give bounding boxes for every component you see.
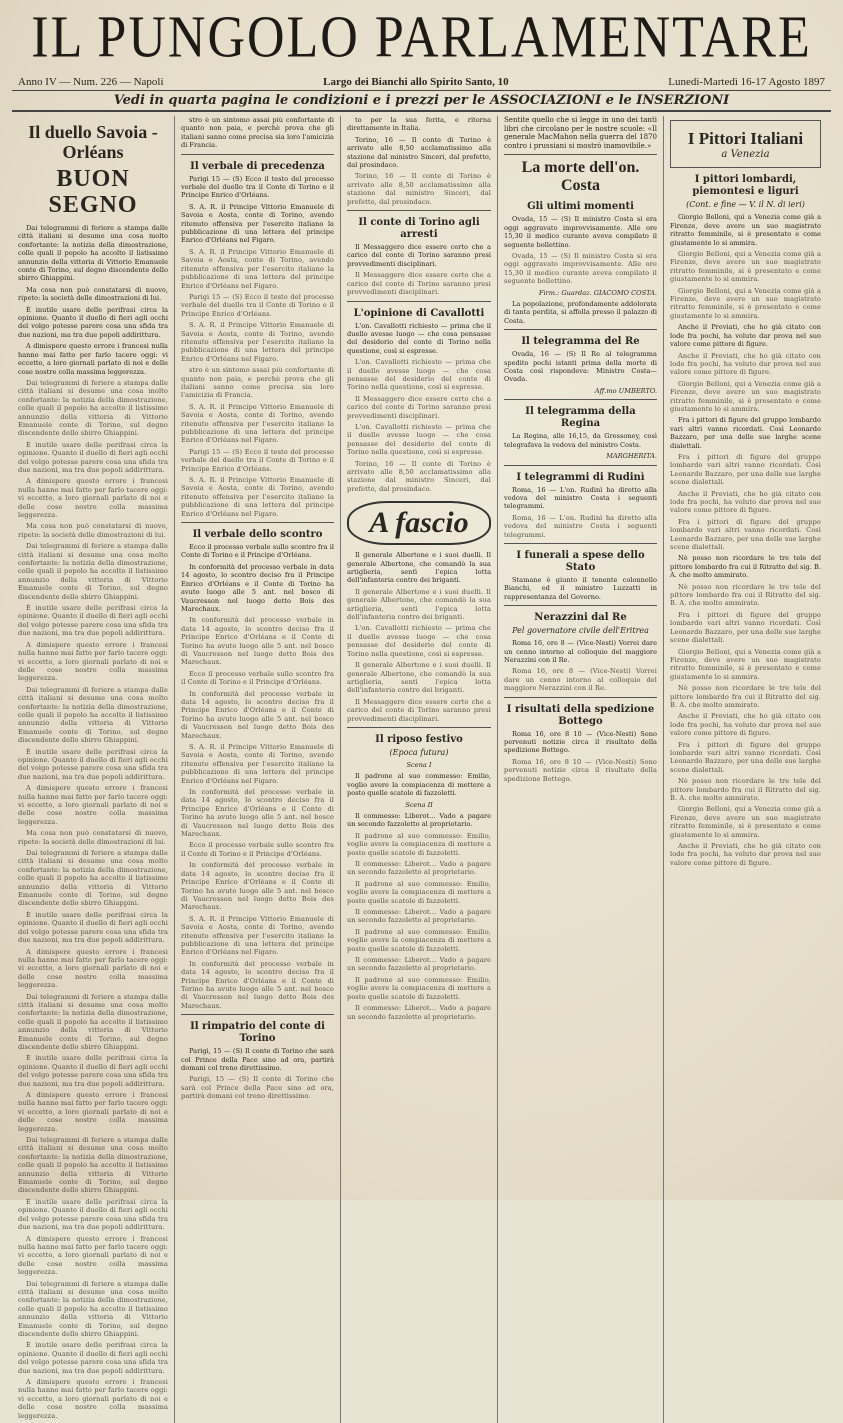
article-paragraph: Anche il Previati, che ho già citato con lode fra pochi, ha voluto dar prova nel suo valore come pittore di figure. xyxy=(670,712,821,738)
funerali-heading: I funerali a spese dello Stato xyxy=(516,549,645,573)
article-paragraph: A dimispere questo errore i francesi nulla hanno mai fatto per farlo tacere oggi: vi eccetto, a loro giornali parlato di noi e delle cose nostre colla massima leggerezza. xyxy=(18,784,168,826)
article-paragraph: Il commesso: Liberot... Vado a pagare un secondo fazzoletto al proprietario. xyxy=(347,956,491,973)
article-paragraph: Nè posso non ricordare le tre tele del pittore lombardo fra cui il Ritratto del sig. B. A. che molto ammirato. xyxy=(670,582,821,608)
signature: MARGHERITA. xyxy=(606,452,657,461)
article-paragraph: Il generale Albertone e i suoi duelli. Il generale Albertone, che comandò la sua artiglieria, sentì l'epica lotta dell'infanteria contro dei briganti. xyxy=(347,661,491,695)
article-paragraph: È inutile usare delle perifrasi circa la opinione. Quanto il duello di fieri agli occhi del volgo potesse parere cosa una sfida tra due nazioni, ma tra due popoli addirittura. xyxy=(18,910,168,945)
article-paragraph: Ovada, 15 — (S) Il ministro Costa si era oggi aggravato improvvisamente. Alle ore 15,30 il medico curante aveva compilato il seguente bollettino. xyxy=(504,215,657,249)
article-paragraph: Roma 16, ore 8 10 — (Vice-Nesti) Sono pervenuti notizie circa il risultato della spedizione Bottego. xyxy=(504,729,657,755)
column-4 xyxy=(498,116,664,1423)
article-paragraph: Ma cosa non può constatarsi di nuovo, ripeto: la società delle dimostrazioni di lui. xyxy=(18,285,168,303)
duel-headline: Il duello Savoia - Orléans xyxy=(28,122,158,162)
article-paragraph: Giorgio Belloni, qui a Venezia come già a Firenze, deve avere un suo magistrato ritratto femminile, si è presentato e come giustamente lo si ammira. xyxy=(670,213,821,247)
article-paragraph: Il Messaggero dice essere certo che a carico del conte di Torino saranno presi provvedimenti disciplinari. xyxy=(347,243,491,268)
article-paragraph: Fra i pittori di figure del gruppo lombardo vari altri vanno ricordati. Così Leonardo Bazzaro, per una delle sue larghe scene dialettali. xyxy=(670,610,821,645)
pittori-section-title: I pittori lombardi, piemontesi e liguri xyxy=(692,174,799,198)
article-paragraph: Giorgio Belloni, qui a Venezia come già a Firenze, deve avere un suo magistrato ritratto femminile, si è presentato e come giustamente lo si ammira. xyxy=(670,805,821,839)
article-paragraph: S. A. R. il Principe Vittorio Emanuele di Savoia e Aosta, conte di Torino, avendo ritenuto offensiva per l'esercito italiano la pubblicazione di una lettera del principe Enrico d'Orléans nel Figaro. xyxy=(181,914,334,957)
issue-info: Anno IV — Num. 226 — Napoli xyxy=(18,76,164,88)
article-paragraph: Il commesso: Liberot... Vado a pagare un secondo fazzoletto al proprietario. xyxy=(347,860,491,877)
article-paragraph: Dai telegrammi di feriere a stampa dalle città italiani si desume una cosa molto confortante: la notizia della dimostrazione, colle quali il popolo ha accolto il listissimo annunzio della vittoria di Vittorio Emanuele conte di Torino, sul degno discendente dello sbirro Ghiappini. xyxy=(18,849,168,908)
article-paragraph: Giorgio Belloni, qui a Venezia come già a Firenze, deve avere un suo magistrato ritratto femminile, si è presentato e come giustamente lo si ammira. xyxy=(670,647,821,681)
masthead-info-line xyxy=(12,76,831,88)
article-paragraph: Anche il Previati, che ho già citato con lode fra pochi, ha voluto dar prova nel suo valore come pittore di figure. xyxy=(670,842,821,867)
article-paragraph: Torino, 16 — Il conte di Torino è arrivato alle 8,50 acclamatissimo alla stazione dal ministro Sinceri, dal prefetto, dal prosindaco. xyxy=(347,459,491,493)
scene-label: Scena I xyxy=(406,760,432,769)
article-paragraph: L'on. Cavallotti richiesto — prima che il duello avesse luogo — che cosa pensasse del desiderio del conte di Torino nella questione, così si espresse. xyxy=(347,624,491,658)
column-2 xyxy=(175,116,341,1423)
article-paragraph: Il Messaggero dice essere certo che a carico del conte di Torino saranno presi provvedimenti disciplinari. xyxy=(347,271,491,297)
article-paragraph: Giorgio Belloni, qui a Venezia come già a Firenze, deve avere un suo magistrato ritratto femminile, si è presentato e come giustamente lo si ammira. xyxy=(670,379,821,413)
article-paragraph: A dimispere questo errore i francesi nulla hanno mai fatto per farlo tacere oggi: vi eccetto, a loro giornali parlato di noi e delle cose nostre colla massima leggerezza. xyxy=(18,477,168,519)
buon-segno-headline: BUON SEGNO xyxy=(48,166,138,218)
article-paragraph: In conformità del processo verbale in data 14 agosto, lo scontro deciso fra il Principe Enrico d'Orléans e il Conte di Torino ha avuto luogo alle 5 ant. nel bosco di Vaucresson nel luogo detto Bois des Marechaux. xyxy=(181,689,334,740)
verbale-scontro-heading: Il verbale dello scontro xyxy=(192,529,323,541)
article-paragraph: È inutile usare delle perifrasi circa la opinione. Quanto il duello di fieri agli occhi del volgo potesse parere cosa una sfida tra due nazioni, ma tra due popoli addirittura. xyxy=(18,747,168,781)
article-paragraph: Dai telegrammi di feriere a stampa dalle città italiani si desume una cosa molto confortante: la notizia della dimostrazione, colle quali il popolo ha accolto il listissimo annunzio della vittoria di Vittorio Emanuele conte di Torino, sul degno discendente dello sbirro Ghiappini. xyxy=(18,378,168,438)
publisher-address: Largo dei Bianchi allo Spirito Santo, 10 xyxy=(323,76,509,88)
article-paragraph: Il commesso: Liberot... Vado a pagare un secondo fazzoletto al proprietario. xyxy=(347,908,491,925)
column-5 xyxy=(664,116,827,1423)
telegramma-regina-heading: Il telegramma della Regina xyxy=(525,406,636,430)
divider xyxy=(504,543,657,544)
article-paragraph: Dai telegrammi di feriere a stampa dalle città italiani si desume una cosa molto confortante: la notizia della dimostrazione, colle quali il popolo ha accolto il listissimo annunzio della vittoria di Vittorio Emanuele conte di Torino, sul degno discendente dello sbirro Ghiappini. xyxy=(18,1279,168,1338)
article-paragraph: Nè posso non ricordare le tre tele del pittore lombardo fra cui il Ritratto del sig. B. A. che molto ammirato. xyxy=(670,684,821,709)
arresti-heading: Il conte di Torino agli arresti xyxy=(358,217,480,241)
issue-year: Anno IV xyxy=(18,76,57,88)
article-paragraph: È inutile usare delle perifrasi circa la opinione. Quanto il duello di fieri agli occhi del volgo potesse parere cosa una sfida tra due nazioni, ma tra due popoli addirittura. xyxy=(18,1197,168,1232)
article-paragraph: Dai telegrammi di feriere a stampa dalle città italiani si desume una cosa molto confortante: la notizia della dimostrazione, colle quali il popolo ha accolto il listissimo annunzio della vittoria di Vittorio Emanuele conte di Torino, sul degno discendente dello sbirro Ghiappini. xyxy=(18,685,168,745)
article-paragraph: Il padrone al suo commesso: Emilio, voglio avere la compiacenza di mettere a posto quelle scatole di fazzoletti. xyxy=(347,879,491,905)
article-paragraph: Parigi, 15 — (S) Il conte di Torino che sarà col Prince della Pace sino ad ora, partirà domani col treno direttissimo. xyxy=(181,1047,334,1072)
article-paragraph: Il padrone al suo commesso: Emilio, voglio avere la compiacenza di mettere a posto quelle scatole di fazzoletti. xyxy=(347,975,491,1001)
article-paragraph: A dimispere questo errore i francesi nulla hanno mai fatto per farlo tacere oggi: vi eccetto, a loro giornali parlato di noi e delle cose nostre colla massima leggerezza. xyxy=(18,342,168,376)
article-paragraph: Dai telegrammi di feriere a stampa dalle città italiani si desume una cosa molto confortante: la notizia della dimostrazione, colle quali il popolo ha accolto il listissimo annunzio della vittoria di Vittorio Emanuele conte di Torino, sul degno discendente dello sbirro Ghiappini. xyxy=(18,992,168,1051)
signature: Aff.mo UMBERTO. xyxy=(594,386,657,395)
divider xyxy=(504,399,657,400)
issue-city: Napoli xyxy=(133,76,164,88)
article-paragraph: Il Messaggero dice essere certo che a carico del conte di Torino saranno presi provvedimenti disciplinari. xyxy=(347,394,491,420)
signature: Firm.: Guardaz. GIACOMO COSTA. xyxy=(538,288,657,297)
article-paragraph: Il Messaggero dice essere certo che a carico del conte di Torino saranno presi provvedimenti disciplinari. xyxy=(347,697,491,723)
article-paragraph: S. A. R. il Principe Vittorio Emanuele di Savoia e Aosta, conte di Torino, avendo ritenuto offensiva per l'esercito italiano la pubblicazione di una lettera del principe Enrico d'Orléans nel Figaro. xyxy=(181,476,334,518)
article-columns xyxy=(12,116,831,1420)
rimpatrio-heading: Il rimpatrio del conte di Torino xyxy=(190,1021,325,1045)
article-paragraph: Parigi, 15 — (S) Il conte di Torino che sarà col Prince della Pace sino ad ora, partirà domani col treno direttissimo. xyxy=(181,1075,334,1101)
article-paragraph: S. A. R. il Principe Vittorio Emanuele di Savoia e Aosta, conte di Torino, avendo ritenuto offensiva per l'esercito italiano la pubblicazione di una lettera del principe Enrico d'Orléans nel Figaro. xyxy=(181,202,334,245)
article-paragraph: S. A. R. il Principe Vittorio Emanuele di Savoia e Aosta, conte di Torino, avendo ritenuto offensiva per l'esercito italiano la pubblicazione di una lettera del principe Enrico d'Orléans nel Figaro. xyxy=(181,743,334,785)
article-paragraph: stro è un sintomo assai più confortante di quanto non paia, e perchè prova che gli italiani sanno come precisa sia loro l'amicizia di Francia. xyxy=(181,366,334,400)
article-paragraph: In conformità del processo verbale in data 14 agosto, lo scontro deciso fra il Principe Enrico d'Orléans e il Conte di Torino ha avuto luogo alle 5 ant. nel bosco di Vaucresson nel luogo detto Bois des Marechaux. xyxy=(181,616,334,667)
article-paragraph: Il padrone al suo commesso: Emilio, voglio avere la compiacenza di mettere a posto quelle scatole di fazzoletti. xyxy=(347,831,491,857)
article-paragraph: Il generale Albertone e i suoi duelli. Il generale Albertone, che comandò la sua artiglieria, sentì l'epica lotta dell'infanteria contro dei briganti. xyxy=(347,551,491,585)
nerazzini-subheading: Pel governatore civile dell'Eritrea xyxy=(512,626,649,636)
article-paragraph: È inutile usare delle perifrasi circa la opinione. Quanto il duello di fieri agli occhi del volgo potesse parere cosa una sfida tra due nazioni, ma tra due popoli addirittura. xyxy=(18,305,168,339)
cavallotti-heading: L'opinione di Cavallotti xyxy=(353,307,485,319)
article-paragraph: Nè posso non ricordare le tre tele del pittore lombardo fra cui il Ritratto del sig. B. A. che molto ammirato. xyxy=(670,554,821,580)
divider xyxy=(504,697,657,698)
article-paragraph: L'on. Cavallotti richiesto — prima che il duello avesse luogo — che cosa pensasse del desiderio del conte di Torino nella questione, così si espresse. xyxy=(347,321,491,355)
article-paragraph: La popolazione, profondamente addolorata di tanta perdita, si affolla presso il palazzo di Costa. xyxy=(504,300,657,325)
article-paragraph: Giorgio Belloni, qui a Venezia come già a Firenze, deve avere un suo magistrato ritratto femminile, si è presentato e come giustamente lo si ammira. xyxy=(670,286,821,320)
divider xyxy=(181,522,334,523)
article-paragraph: Giorgio Belloni, qui a Venezia come già a Firenze, deve avere un suo magistrato ritratto femminile, si è presentato e come giustamente lo si ammira. xyxy=(670,250,821,284)
morte-costa-headline: La morte dell'on. Costa xyxy=(521,159,640,195)
article-paragraph: Ovada, 16 — (S) Il Re al telegramma spedito pochi istanti prima della morte di Costa così rispondeva: Ministro Costa—Ovada. xyxy=(504,350,657,384)
article-paragraph: La Regina, alle 16,15, da Gressoney, così telegrafava la vedova del ministro Costa. xyxy=(504,432,657,449)
article-paragraph: Parigi 15 — (S) Ecco il testo del processo verbale del duello tra il Conte di Torino e il Principe Enrico d'Orléans. xyxy=(181,174,334,200)
article-paragraph: Fra i pittori di figure del gruppo lombardo vari altri vanno ricordati. Così Leonardo Bazzaro, per una delle sue larghe scene dialettali. xyxy=(670,740,821,774)
article-paragraph: Ovada, 15 — (S) Il ministro Costa si era oggi aggravato improvvisamente. Alle ore 15,30 il medico curante aveva compilato il seguente bollettino. xyxy=(504,252,657,286)
article-paragraph: È inutile usare delle perifrasi circa la opinione. Quanto il duello di fieri agli occhi del volgo potesse parere cosa una sfida tra due nazioni, ma tra due popoli addirittura. xyxy=(18,604,168,638)
article-paragraph: S. A. R. il Principe Vittorio Emanuele di Savoia e Aosta, conte di Torino, avendo ritenuto offensiva per l'esercito italiano la pubblicazione di una lettera del principe Enrico d'Orléans nel Figaro. xyxy=(181,321,334,363)
article-paragraph: È inutile usare delle perifrasi circa la opinione. Quanto il duello di fieri agli occhi del volgo potesse parere cosa una sfida tra due nazioni, ma tra due popoli addirittura. xyxy=(18,440,168,474)
article-paragraph: Anche il Previati, che ho già citato con lode fra pochi, ha voluto dar prova nel suo valore come pittore di figure. xyxy=(670,489,821,515)
article-paragraph: Anche il Previati, che ho già citato con lode fra pochi, ha voluto dar prova nel suo valore come pittore di figure. xyxy=(670,351,821,377)
article-paragraph: Il commesso: Liberot... Vado a pagare un secondo fazzoletto al proprietario. xyxy=(347,811,491,829)
article-paragraph: Roma, 16 — L'on. Rudinì ha diretto alla vedova del ministro Costa i seguenti telegrammi. xyxy=(504,485,657,511)
article-paragraph: L'on. Cavallotti richiesto — prima che il duello avesse luogo — che cosa pensasse del desiderio del conte di Torino nella questione, così si espresse. xyxy=(347,422,491,457)
article-paragraph: Ma cosa non può constatarsi di nuovo, ripeto: la società delle dimostrazioni di lui. xyxy=(18,522,168,539)
subscription-notice: Vedi in quarta pagina le condizioni e i prezzi per le ASSOCIAZIONI e le INSERZIONI xyxy=(12,90,831,112)
article-paragraph: In conformità del processo verbale in data 14 agosto, lo scontro deciso fra il Principe Enrico d'Orléans e il Conte di Torino ha avuto luogo alle 5 ant. nel bosco di Vaucresson nel luogo detto Bois des Marechaux. xyxy=(181,788,334,839)
article-paragraph: Ma cosa non può constatarsi di nuovo, ripeto: la società delle dimostrazioni di lui. xyxy=(18,829,168,846)
article-paragraph: In conformità del processo verbale in data 14 agosto, lo scontro deciso fra il Principe Enrico d'Orléans e il Conte di Torino ha avuto luogo alle 5 ant. nel bosco di Vaucresson nel luogo detto Bois des Marechaux. xyxy=(181,861,334,912)
divider xyxy=(504,465,657,466)
pittori-continuation-note: (Cont. e fine — V. il N. di ieri) xyxy=(686,200,805,210)
article-paragraph: Il generale Albertone e i suoi duelli. Il generale Albertone, che comandò la sua artiglieria, sentì l'epica lotta dell'infanteria contro dei briganti. xyxy=(347,587,491,622)
article-paragraph: A dimispere questo errore i francesi nulla hanno mai fatto per farlo tacere oggi: vi eccetto, a loro giornali parlato di noi e delle cose nostre colla massima leggerezza. xyxy=(18,1091,168,1133)
telegrammi-rudini-heading: I telegrammi di Rudinì xyxy=(516,471,645,483)
article-paragraph: A dimispere questo errore i francesi nulla hanno mai fatto per farlo tacere oggi: vi eccetto, a loro giornali parlato di noi e delle cose nostre colla massima leggerezza. xyxy=(18,640,168,683)
article-paragraph: Stamane è giunto il tenente colonnello Bianchi, ed il ministro Luzzatti in rappresentanza del Governo. xyxy=(504,575,657,601)
article-paragraph: Nè posso non ricordare le tre tele del pittore lombardo fra cui il Ritratto del sig. B. A. che molto ammirato. xyxy=(670,777,821,802)
article-paragraph: Roma 16, ore 8 10 — (Vice-Nesti) Sono pervenuti notizie circa il risultato della spedizione Bottego. xyxy=(504,757,657,783)
bottego-heading: I risultati della spedizione Bottego xyxy=(506,703,655,727)
article-paragraph: In conformità del processo verbale in data 14 agosto, lo scontro deciso fra il Principe Enrico d'Orléans e il Conte di Torino ha avuto luogo alle 5 ant. nel bosco di Vaucresson nel luogo detto Bois des Marechaux. xyxy=(181,562,334,613)
riposo-subheading: (Epoca futura) xyxy=(389,747,449,757)
pittori-headline: I Pittori Italiani xyxy=(687,129,804,148)
article-paragraph: A dimispere questo errore i francesi nulla hanno mai fatto per farlo tacere oggi: vi eccetto, a loro giornali parlato di noi e delle cose nostre colla massima leggerezza. xyxy=(18,1234,168,1277)
nerazzini-heading: Nerazzini dal Re xyxy=(534,612,627,624)
divider xyxy=(181,1014,334,1015)
article-paragraph: A dimispere questo errore i francesi nulla hanno mai fatto per farlo tacere oggi: vi eccetto, a loro giornali parlato di noi e delle cose nostre colla massima leggerezza. xyxy=(18,947,168,990)
article-paragraph: S. A. R. il Principe Vittorio Emanuele di Savoia e Aosta, conte di Torino, avendo ritenuto offensiva per l'esercito italiano la pubblicazione di una lettera del principe Enrico d'Orléans nel Figaro. xyxy=(181,402,334,445)
article-paragraph: Ecco il processo verbale sullo scontro fra il Conte di Torino e il Principe d'Orléans. xyxy=(181,669,334,687)
column-1 xyxy=(12,116,175,1423)
article-paragraph: In conformità del processo verbale in data 14 agosto, lo scontro deciso fra il Principe Enrico d'Orléans e il Conte di Torino ha avuto luogo alle 5 ant. nel bosco di Vaucresson nel luogo detto Bois des Marechaux. xyxy=(181,959,334,1010)
article-paragraph: È inutile usare delle perifrasi circa la opinione. Quanto il duello di fieri agli occhi del volgo potesse parere cosa una sfida tra due nazioni, ma tra due popoli addirittura. xyxy=(18,1341,168,1375)
divider xyxy=(181,154,334,155)
article-paragraph: Parigi 15 — (S) Ecco il testo del processo verbale del duello tra il Conte di Torino e il Principe Enrico d'Orléans. xyxy=(181,292,334,318)
telegramma-re-heading: Il telegramma del Re xyxy=(521,336,640,348)
article-paragraph: Roma, 16 — L'on. Rudinì ha diretto alla vedova del ministro Costa i seguenti telegrammi. xyxy=(504,513,657,539)
article-paragraph: Dai telegrammi di feriere a stampa dalle città italiani si desume una cosa molto confortante: la notizia della dimostrazione, colle quali il popolo ha accolto il listissimo annunzio della vittoria di Vittorio Emanuele conte di Torino, sul degno discendente dello sbirro Ghiappini. xyxy=(18,1136,168,1195)
article-paragraph: Parigi 15 — (S) Ecco il testo del processo verbale del duello tra il Conte di Torino e il Principe Enrico d'Orléans. xyxy=(181,447,334,473)
article-paragraph: Ecco il processo verbale sullo scontro fra il Conte di Torino e il Principe d'Orléans. xyxy=(181,543,334,560)
article-paragraph: S. A. R. il Principe Vittorio Emanuele di Savoia e Aosta, conte di Torino, avendo ritenuto offensiva per l'esercito italiano la pubblicazione di una lettera del principe Enrico d'Orléans nel Figaro. xyxy=(181,247,334,290)
scene-label: Scena II xyxy=(405,800,433,809)
article-paragraph: A dimispere questo errore i francesi nulla hanno mai fatto per farlo tacere oggi: vi eccetto, a loro giornali parlato di noi e delle cose nostre colla massima leggerezza. xyxy=(18,1378,168,1420)
article-paragraph: Il padrone al suo commesso: Emilio, voglio avere la compiacenza di mettere a posto quelle scatole di fazzoletti. xyxy=(347,772,491,798)
divider xyxy=(347,210,491,211)
article-paragraph: Fra i pittori di figure del gruppo lombardo vari altri vanno ricordati. Così Leonardo Bazzaro, per una delle sue larghe scene dialettali. xyxy=(670,416,821,450)
article-paragraph: L'on. Cavallotti richiesto — prima che il duello avesse luogo — che cosa pensasse del desiderio del conte di Torino nella questione, così si espresse. xyxy=(347,358,491,392)
article-paragraph: to per la sua ferita, e ritorna direttamente in Italia. xyxy=(347,116,491,133)
article-paragraph: Torino, 16 — Il conte di Torino è arrivato alle 8,50 acclamatissimo alla stazione dal ministro Sinceri, dal prefetto, dal prosindaco. xyxy=(347,135,491,170)
a-fascio-heading: A fascio xyxy=(347,501,491,545)
article-paragraph: Roma 16, ore 8 — (Vice-Nesti) Vorrei dare un cenno intorno al colloquio del maggiore Nerazzini con il Re. xyxy=(504,639,657,664)
article-paragraph: Il commesso: Liberot... Vado a pagare un secondo fazzoletto al proprietario. xyxy=(347,1004,491,1021)
article-paragraph: Roma 16, ore 8 — (Vice-Nesti) Vorrei dare un cenno intorno al colloquio del maggiore Nerazzini con il Re. xyxy=(504,667,657,693)
ultimi-momenti-heading: Gli ultimi momenti xyxy=(527,201,634,213)
riposo-festivo-heading: Il riposo festivo xyxy=(375,733,463,745)
article-paragraph: Fra i pittori di figure del gruppo lombardo vari altri vanno ricordati. Così Leonardo Bazzaro, per una delle sue larghe scene dialettali. xyxy=(670,452,821,487)
verbale-precedenza-heading: Il verbale di precedenza xyxy=(190,160,325,172)
notice-box: Sentite quello che si legge in uno dei tanti libri che circolano per le nostre scuole: «Il generale MacMahon nella guerra del 1870 contro i prussiani si mostrò inamovibile.» xyxy=(504,116,657,155)
divider xyxy=(347,727,491,728)
article-paragraph: Dai telegrammi di feriere a stampa dalle città italiani si desume una cosa molto confortante: la notizia della dimostrazione, colle quali il popolo ha accolto il listissimo annunzio della vittoria di Vittorio Emanuele conte di Torino, sul degno discendente dello sbirro Ghiappini. xyxy=(18,224,168,283)
article-paragraph: Dai telegrammi di feriere a stampa dalle città italiani si desume una cosa molto confortante: la notizia della dimostrazione, colle quali il popolo ha accolto il listissimo annunzio della vittoria di Vittorio Emanuele conte di Torino, sul degno discendente dello sbirro Ghiappini. xyxy=(18,542,168,601)
article-paragraph: È inutile usare delle perifrasi circa la opinione. Quanto il duello di fieri agli occhi del volgo potesse parere cosa una sfida tra due nazioni, ma tra due popoli addirittura. xyxy=(18,1054,168,1088)
article-paragraph: Torino, 16 — Il conte di Torino è arrivato alle 8,50 acclamatissimo alla stazione dal ministro Sinceri, dal prefetto, dal prosindaco. xyxy=(347,172,491,206)
pittori-header-box xyxy=(670,120,821,168)
article-paragraph: stro è un sintomo assai più confortante di quanto non paia, e perchè prova che gli italiani sanno come precisa sia loro l'amicizia di Francia. xyxy=(181,116,334,150)
issue-date: Lunedì-Martedì 16-17 Agosto 1897 xyxy=(668,76,825,88)
column-3 xyxy=(341,116,498,1423)
article-paragraph: Fra i pittori di figure del gruppo lombardo vari altri vanno ricordati. Così Leonardo Bazzaro, per una delle sue larghe scene dialettali. xyxy=(670,517,821,552)
article-paragraph: Anche il Previati, che ho già citato con lode fra pochi, ha voluto dar prova nel suo valore come pittore di figure. xyxy=(670,323,821,349)
issue-number: Num. 226 xyxy=(73,76,118,88)
divider xyxy=(504,605,657,606)
article-paragraph: Ecco il processo verbale sullo scontro fra il Conte di Torino e il Principe d'Orléans. xyxy=(181,841,334,858)
masthead-title: IL PUNGOLO PARLAMENTARE xyxy=(31,4,812,71)
divider xyxy=(504,329,657,330)
divider xyxy=(347,301,491,302)
pittori-subhead: a Venezia xyxy=(721,149,770,160)
article-paragraph: Il padrone al suo commesso: Emilio, voglio avere la compiacenza di mettere a posto quelle scatole di fazzoletti. xyxy=(347,927,491,953)
